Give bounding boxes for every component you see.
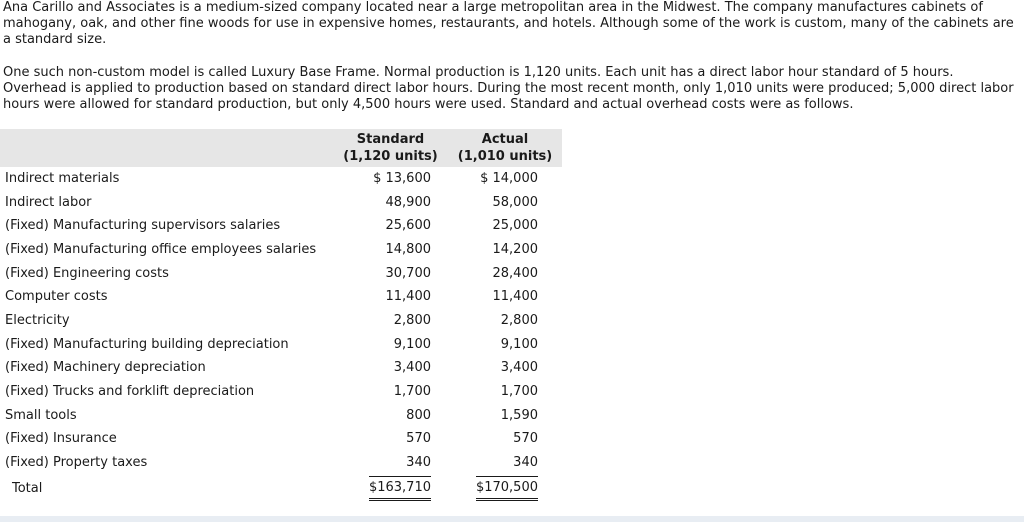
table-row (0, 309, 562, 333)
overhead-costs-table (0, 129, 562, 503)
row-standard: 48,900 (385, 194, 431, 210)
total-actual-value: $170,500 (476, 476, 538, 501)
row-standard: 9,100 (393, 336, 431, 352)
header-actual (448, 129, 562, 167)
table-header-row (0, 129, 562, 167)
row-actual: $ 14,000 (480, 170, 538, 186)
row-actual: 1,700 (500, 384, 538, 400)
header-standard (333, 129, 448, 167)
row-actual: 2,800 (500, 312, 538, 328)
table-row (0, 285, 562, 309)
intro-paragraph-2: One such non-custom model is called Luxury Base Frame. Normal production is 1,120 units. Each unit has a direct labor hour standard of 5 hours. Overhead is applied to production based on standard direct labor hours. During the most recent month, only 1,010 units were produced; 5,000 direct labor hours were allowed for standard production, but only 4,500 hours were used. Standard and actual overhead costs were as follows. (3, 65, 1014, 112)
bottom-band (0, 516, 1024, 522)
row-actual: 570 (513, 431, 538, 447)
header-label (0, 129, 333, 167)
row-actual: 3,400 (500, 360, 538, 376)
row-standard: 25,600 (385, 218, 431, 234)
total-actual (448, 475, 562, 503)
header-actual-units: (1,010 units) (457, 149, 553, 164)
row-label: (Fixed) Machinery depreciation (5, 360, 206, 376)
row-standard: 570 (406, 431, 431, 447)
row-label: (Fixed) Engineering costs (5, 265, 169, 281)
row-actual: 11,400 (492, 289, 538, 305)
row-label: (Fixed) Manufacturing building depreciation (5, 336, 289, 352)
row-label: Indirect materials (5, 170, 120, 186)
table-row (0, 191, 562, 215)
header-standard-units: (1,120 units) (343, 149, 438, 164)
total-standard-value: $163,710 (369, 476, 431, 501)
row-actual: 1,590 (500, 407, 538, 423)
table-row (0, 380, 562, 404)
row-standard: 3,400 (393, 360, 431, 376)
table-row (0, 428, 562, 452)
table-row (0, 214, 562, 238)
row-standard: 800 (406, 407, 431, 423)
row-label: (Fixed) Insurance (5, 431, 117, 447)
row-actual: 58,000 (492, 194, 538, 210)
row-label: Indirect labor (5, 194, 92, 210)
row-label: (Fixed) Property taxes (5, 455, 148, 471)
row-standard: 11,400 (385, 289, 431, 305)
row-actual: 9,100 (500, 336, 538, 352)
table-row (0, 333, 562, 357)
row-label: (Fixed) Manufacturing office employees salaries (5, 241, 317, 257)
intro-paragraph-1: Ana Carillo and Associates is a medium-sized company located near a large metropolitan area in the Midwest. The company manufactures cabinets of mahogany, oak, and other fine woods for use in expensive homes, restaurants, and hotels. Although some of the work is custom, many of the cabinets are a standard size. (3, 0, 1014, 47)
table-row (0, 404, 562, 428)
header-standard-title: Standard (356, 132, 425, 147)
total-standard (333, 475, 448, 503)
row-standard: 30,700 (385, 265, 431, 281)
row-standard: 340 (406, 455, 431, 471)
total-label: Total (12, 480, 43, 496)
table-row (0, 451, 562, 475)
row-label: (Fixed) Trucks and forklift depreciation (5, 384, 255, 400)
table-row (0, 357, 562, 381)
table-row (0, 262, 562, 286)
table-row (0, 167, 562, 191)
row-actual: 14,200 (492, 241, 538, 257)
table-row (0, 238, 562, 262)
row-standard: 2,800 (393, 312, 431, 328)
row-standard: $ 13,600 (373, 170, 431, 186)
row-label: Computer costs (5, 289, 108, 305)
row-standard: 1,700 (393, 384, 431, 400)
row-actual: 25,000 (492, 218, 538, 234)
row-label: Small tools (5, 407, 77, 423)
row-actual: 28,400 (492, 265, 538, 281)
row-actual: 340 (513, 455, 538, 471)
total-row (0, 475, 562, 503)
row-standard: 14,800 (385, 241, 431, 257)
header-actual-title: Actual (481, 132, 529, 147)
row-label: Electricity (5, 312, 70, 328)
row-label: (Fixed) Manufacturing supervisors salaries (5, 218, 281, 234)
